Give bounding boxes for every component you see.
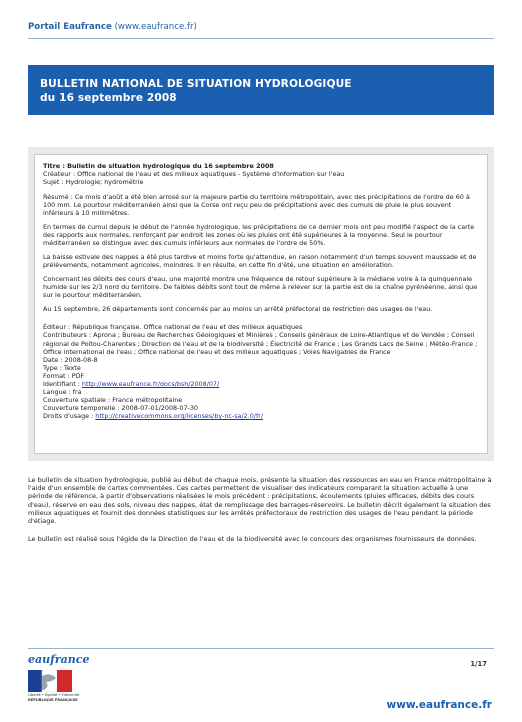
identifier-label: Identifiant :: [43, 380, 82, 389]
cumulative-paragraph: En termes de cumul depuis le début de l'année hydrologique, les précipitations de ce dernier mois ont peu modifié l'aspect de la carte des rapports aux normales, renforçant par endroit les zones où les pluies ont été supérieures à la moyenne. Seul le pourtour méditerranéen se distingue avec des cumuls inférieurs aux normales de l'ordre de 50%.: [43, 223, 475, 248]
doc-coverage-temporal: Couverture temporelle : 2008-07-01/2008-07-30: [43, 404, 198, 413]
summary-paragraph: Résumé : Ce mois d'août a été bien arrosé sur la majeure partie du territoire métropolitain, avec des précipitations de l'ordre de 60 à 100 mm. Le pourtour méditerranéen ainsi que la Corse ont reçu peu de précipitations avec des cumuls de pluie le plus souvent inférieurs à 10 millimètres.: [43, 193, 470, 218]
doc-type: Type : Texte: [43, 363, 81, 372]
banner-title: BULLETIN NATIONAL DE SITUATION HYDROLOGIQUE: [40, 78, 352, 90]
doc-contributors: Contributeurs : Aprona ; Bureau de Recherches Géologiques et Minières ; Conseils généraux de Loire-Atlantique et de Vendée ; Conseil régional de Poitou-Charentes ; Direction de l'eau et de la biodiversité ; Électricité de France ; Les Grands Lacs de Seine ; Météo-France ; Office international de l'eau ; Office national de l'eau et des milieux aquatiques ; Voies Navigables de France: [43, 331, 478, 356]
eaufrance-logo: [28, 653, 92, 713]
title-banner: [28, 65, 494, 115]
marianne-logo-icon: [28, 670, 72, 692]
doc-editor: Éditeur : République française. Office national de l'eau et des milieux aquatiques: [43, 323, 303, 332]
banner-date: du 16 septembre 2008: [40, 92, 177, 104]
doc-subject: Sujet : Hydrologie; hydrométrie: [43, 178, 144, 187]
intro-text: [28, 476, 494, 553]
header-divider: [28, 38, 494, 39]
page-header: [28, 22, 197, 32]
logo-wordmark: eaufrance: [28, 653, 90, 666]
logo-motto: Liberté • Égalité • Fraternité: [28, 693, 80, 697]
doc-identifier: [43, 380, 479, 388]
portal-brand[interactable]: Portail Eaufrance: [28, 22, 112, 32]
logo-republic: RÉPUBLIQUE FRANÇAISE: [28, 697, 78, 702]
page-number: 1/17: [470, 660, 487, 668]
doc-language: Langue : fra: [43, 388, 82, 397]
rights-link[interactable]: http://creativecommons.org/licenses/by-nc-sa/2.0/fr/: [95, 412, 263, 421]
doc-creator: Créateur : Office national de l'eau et des milieux aquatiques - Système d'information sur l'eau: [43, 170, 345, 179]
doc-format: Format : PDF: [43, 371, 85, 380]
rivers-paragraph: Concernant les débits des cours d'eau, une majorité montre une fréquence de retour supérieure à la médiane voire à la quinquennale humide sur les 2/3 nord du territoire. De faibles débits sont tout de même à relever sur la partie est de la chaîne pyrénéenne, ainsi que sur le pourtour méditerranéen.: [43, 274, 478, 299]
doc-date: Date : 2008-08-8: [43, 355, 98, 364]
metadata-panel: [34, 154, 488, 454]
credits-paragraph: Le bulletin est réalisé sous l'égide de la Direction de l'eau et de la biodiversité avec le concours des organismes fournisseurs de données.: [28, 535, 477, 544]
rights-label: Droits d'usage :: [43, 412, 96, 421]
groundwater-paragraph: La baisse estivale des nappes a été plus tardive et moins forte qu'attendue, en raison notamment d'un temps souvent maussade et de prélèvements, notamment agricoles, moindres. Il en résulte, en cette fin d'été, une situation en amélioration.: [43, 253, 477, 270]
doc-coverage-spatial: Couverture spatiale : France métropolitaine: [43, 396, 183, 405]
restrictions-paragraph: Au 15 septembre, 26 départements sont concernés par au moins un arrêté préfectoral de restriction des usages de l'eau.: [43, 304, 433, 313]
doc-title: Titre : Bulletin de situation hydrologique du 16 septembre 2008: [43, 162, 274, 170]
footer-url[interactable]: www.eaufrance.fr: [386, 699, 492, 711]
metadata-box: [28, 147, 494, 461]
doc-rights: [43, 412, 479, 420]
identifier-link[interactable]: http://www.eaufrance.fr/docs/bsh/2008/07/: [81, 380, 220, 389]
intro-paragraph: Le bulletin de situation hydrologique, publié au début de chaque mois, présente la situation des ressources en eau en France métropolitaine à l'aide d'un ensemble de cartes commentées. Ces cartes permettent de visualiser des indicateurs comparant la situation actuelle à une période de référence, à partir d'observations réalisées le mois précédent : précipitations, écoulements (pluies efficaces, débits des cours d'eau), réserve en eau des sols, niveau des nappes, état de remplissage des barrages-réservoirs. Le bulletin décrit également la situation des milieux aquatiques et fournit des données statistiques sur les arrêtés préfectoraux de restriction des usages de l'eau pendant la période d'étiage.: [28, 476, 492, 526]
footer-divider: [28, 648, 494, 649]
portal-url[interactable]: (www.eaufrance.fr): [114, 22, 197, 32]
